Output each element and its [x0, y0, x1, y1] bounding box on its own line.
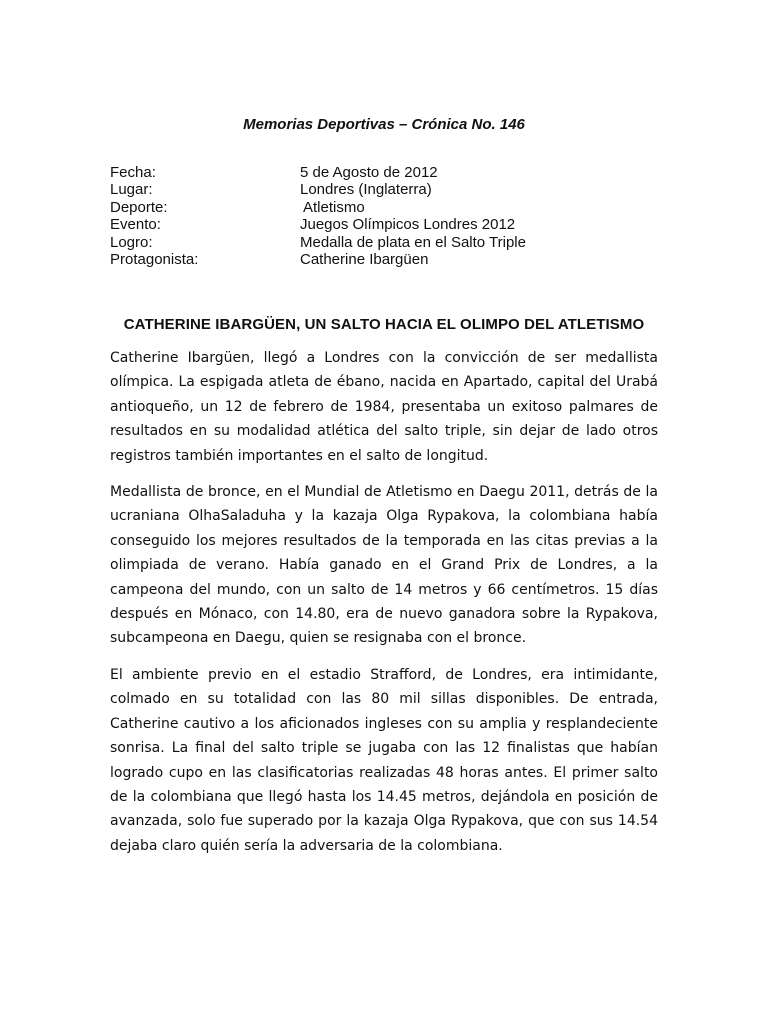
meta-value: 5 de Agosto de 2012: [300, 164, 438, 181]
meta-row-lugar: [110, 181, 670, 198]
article-title: CATHERINE IBARGÜEN, UN SALTO HACIA EL OLIMPO DEL ATLETISMO: [123, 316, 645, 333]
meta-value: Juegos Olímpicos Londres 2012: [300, 216, 516, 234]
meta-value: Catherine Ibargüen: [300, 251, 429, 269]
paragraph: Medallista de bronce, en el Mundial de Atletismo en Daegu 2011, detrás de la ucraniana OlhaSaladuha y la kazaja Olga Rypakova, la colombiana había conseguido los mejores resultados de la temporada en las citas previas a la olimpiada de verano. Había ganado en el Grand Prix de Londres, a la campeona del mundo, con un salto de 14 metros y 66 centímetros. 15 días después en Mónaco, con 14.80, era de nuevo ganadora sobre la Rypakova, subcampeona en Daegu, quien se resignaba con el bronce.: [110, 484, 658, 647]
meta-row-deporte: [110, 199, 670, 216]
meta-label: Protagonista:: [110, 251, 199, 269]
meta-row-logro: [110, 234, 670, 251]
meta-row-evento: [110, 216, 670, 233]
article-body: [110, 346, 658, 870]
paragraph: Catherine Ibargüen, llegó a Londres con la convicción de ser medallista olímpica. La espigada atleta de ébano, nacida en Apartado, capital del Urabá antioqueño, un 12 de febrero de 1984, presentaba un exitoso palmares de resultados en su modalidad atlética del salto triple, sin dejar de lado otros registros también importantes en el salto de longitud.: [110, 350, 658, 464]
meta-value: Medalla de plata en el Salto Triple: [300, 233, 526, 251]
meta-label: Evento:: [110, 216, 161, 234]
meta-label: Logro:: [110, 233, 153, 251]
meta-label: Fecha:: [110, 164, 156, 181]
meta-row-fecha: [110, 164, 670, 181]
meta-label: Lugar:: [110, 181, 153, 199]
meta-value: Londres (Inglaterra): [300, 181, 432, 199]
metadata-block: [110, 164, 670, 268]
paragraph: El ambiente previo en el estadio Strafford, de Londres, era intimidante, colmado en su totalidad con las 80 mil sillas disponibles. De entrada, Catherine cautivo a los aficionados ingleses con su amplia y resplandeciente sonrisa. La final del salto triple se jugaba con las 12 finalistas que habían logrado cupo en las clasificatorias realizadas 48 horas antes. El primer salto de la colombiana que llegó hasta los 14.45 metros, dejándola en posición de avanzada, solo fue superado por la kazaja Olga Rypakova, que con sus 14.54 dejaba claro quién sería la adversaria de la colombiana.: [110, 666, 658, 854]
document-header: Memorias Deportivas – Crónica No. 146: [243, 116, 525, 133]
meta-value: Atletismo: [303, 198, 365, 216]
meta-row-protagonista: [110, 251, 670, 268]
meta-label: Deporte:: [110, 198, 168, 216]
